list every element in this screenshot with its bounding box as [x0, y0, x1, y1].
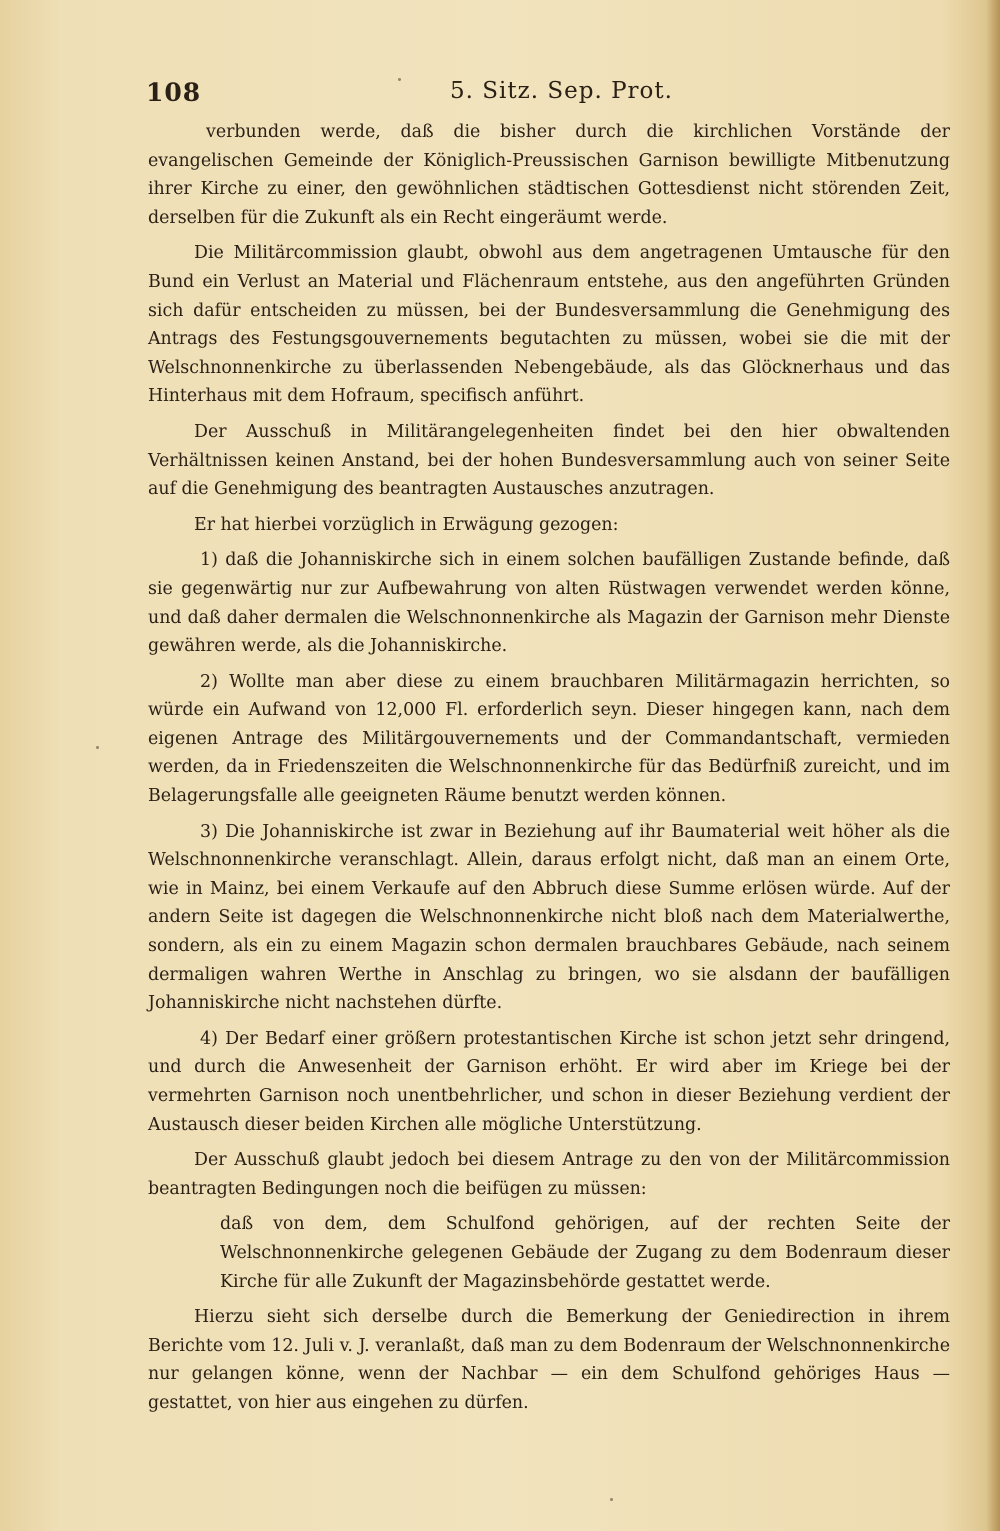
paragraph-point-3: 3) Die Johanniskirche ist zwar in Beziehung auf ihr Baumaterial weit höher als die Welschnonnenkirche veranschlagt. Allein, daraus erfolgt nicht, daß man an einem Orte, wie in Mainz, bei einem Verkaufe auf den Abbruch diese Summe erlösen würde. Auf der andern Seite ist dagegen die Welschnonnenkirche nicht bloß nach dem Materialwerthe, sondern, als ein zu einem Magazin schon dermalen brauchbares Gebäude, nach seinem dermaligen wahren Werthe in Anschlag zu bringen, wo sie alsdann der baufälligen Johanniskirche nicht nachstehen dürfte.	[148, 821, 950, 1014]
paper-speck	[398, 78, 401, 81]
page-header	[140, 78, 950, 114]
paragraph-condition-text: daß von dem, dem Schulfond gehörigen, auf der rechten Seite der Welschnonnenkirche gelegenen Gebäude der Zugang zu dem Bodenraum dieser Kirche für alle Zukunft der Magazinsbehörde gestattet werde.	[220, 1214, 950, 1292]
paragraph-continuation: verbunden werde, daß die bisher durch die kirchlichen Vorstände der evangelischen Gemeinde der Königlich-Preussischen Garnison bewilligte Mitbenutzung ihrer Kirche zu einer, den gewöhnlichen städtischen Gottesdienst nicht störenden Zeit, derselben für die Zukunft als ein Recht eingeräumt werde.	[148, 122, 950, 228]
body-text	[148, 118, 950, 1425]
page-edge-shadow	[986, 0, 1000, 1531]
paragraph-justification: Hierzu sieht sich derselbe durch die Bemerkung der Geniedirection in ihrem Berichte vom 12. Juli v. J. veranlaßt, daß man zu dem Bodenraum der Welschnonnenkirche nur gelangen könne, wenn der Nachbar — ein dem Schulfond gehöriges Haus — gestattet, von hier aus eingehen zu dürfen.	[148, 1307, 950, 1413]
paragraph-point-2: 2) Wollte man aber diese zu einem brauchbaren Militärmagazin herrichten, so würde ein Aufwand von 12,000 Fl. erforderlich seyn. Dieser hingegen kann, nach dem eigenen Antrage des Militärgouvernements und der Commandantschaft, vermieden werden, da in Friedenszeiten die Welschnonnenkirche für das Bedürfniß zureicht, und im Belagerungsfalle alle geeigneten Räume benutzt werden können.	[148, 671, 950, 807]
paragraph-considerations-intro: Er hat hierbei vorzüglich in Erwägung gezogen:	[194, 514, 619, 535]
page-number: 108	[146, 78, 202, 107]
paper-speck	[610, 1498, 613, 1501]
running-title: 5. Sitz. Sep. Prot.	[450, 78, 673, 104]
paragraph-point-4: 4) Der Bedarf einer größern protestantischen Kirche ist schon jetzt sehr dringend, und durch die Anwesenheit der Garnison erhöht. Er wird aber im Kriege bei der vermehrten Garnison noch unentbehrlicher, und schon in dieser Beziehung verdient der Austausch dieser beiden Kirchen alle mögliche Unterstützung.	[148, 1028, 950, 1135]
paragraph-point-1: 1) daß die Johanniskirche sich in einem solchen baufälligen Zustande befinde, daß sie gegenwärtig nur zur Aufbewahrung von alten Rüstwagen verwendet werden könne, und daß daher dermalen die Welschnonnenkirche als Magazin der Garnison mehr Dienste gewähren werde, als die Johanniskirche.	[148, 550, 950, 657]
paragraph-committee-opinion: Der Ausschuß in Militärangelegenheiten findet bei den hier obwaltenden Verhältnissen keinen Anstand, bei der hohen Bundesversammlung auch von seiner Seite auf die Genehmigung des beantragten Austausches anzutragen.	[148, 421, 950, 500]
paragraph-additional-condition: Der Ausschuß glaubt jedoch bei diesem Antrage zu den von der Militärcommission beantragten Bedingungen noch die beifügen zu müssen:	[148, 1150, 950, 1199]
paper-speck	[96, 746, 99, 749]
paragraph-military-commission: Die Militärcommission glaubt, obwohl aus dem angetragenen Umtausche für den Bund ein Verlust an Material und Flächenraum entstehe, aus den angeführten Gründen sich dafür entscheiden zu müssen, bei der Bundesversammlung die Genehmigung des Antrags des Festungsgouvernements begutachten zu müssen, wobei sie die mit der Welschnonnenkirche zu überlassenden Nebengebäude, als das Glöcknerhaus und das Hinterhaus mit dem Hofraum, specifisch anführt.	[148, 243, 950, 407]
